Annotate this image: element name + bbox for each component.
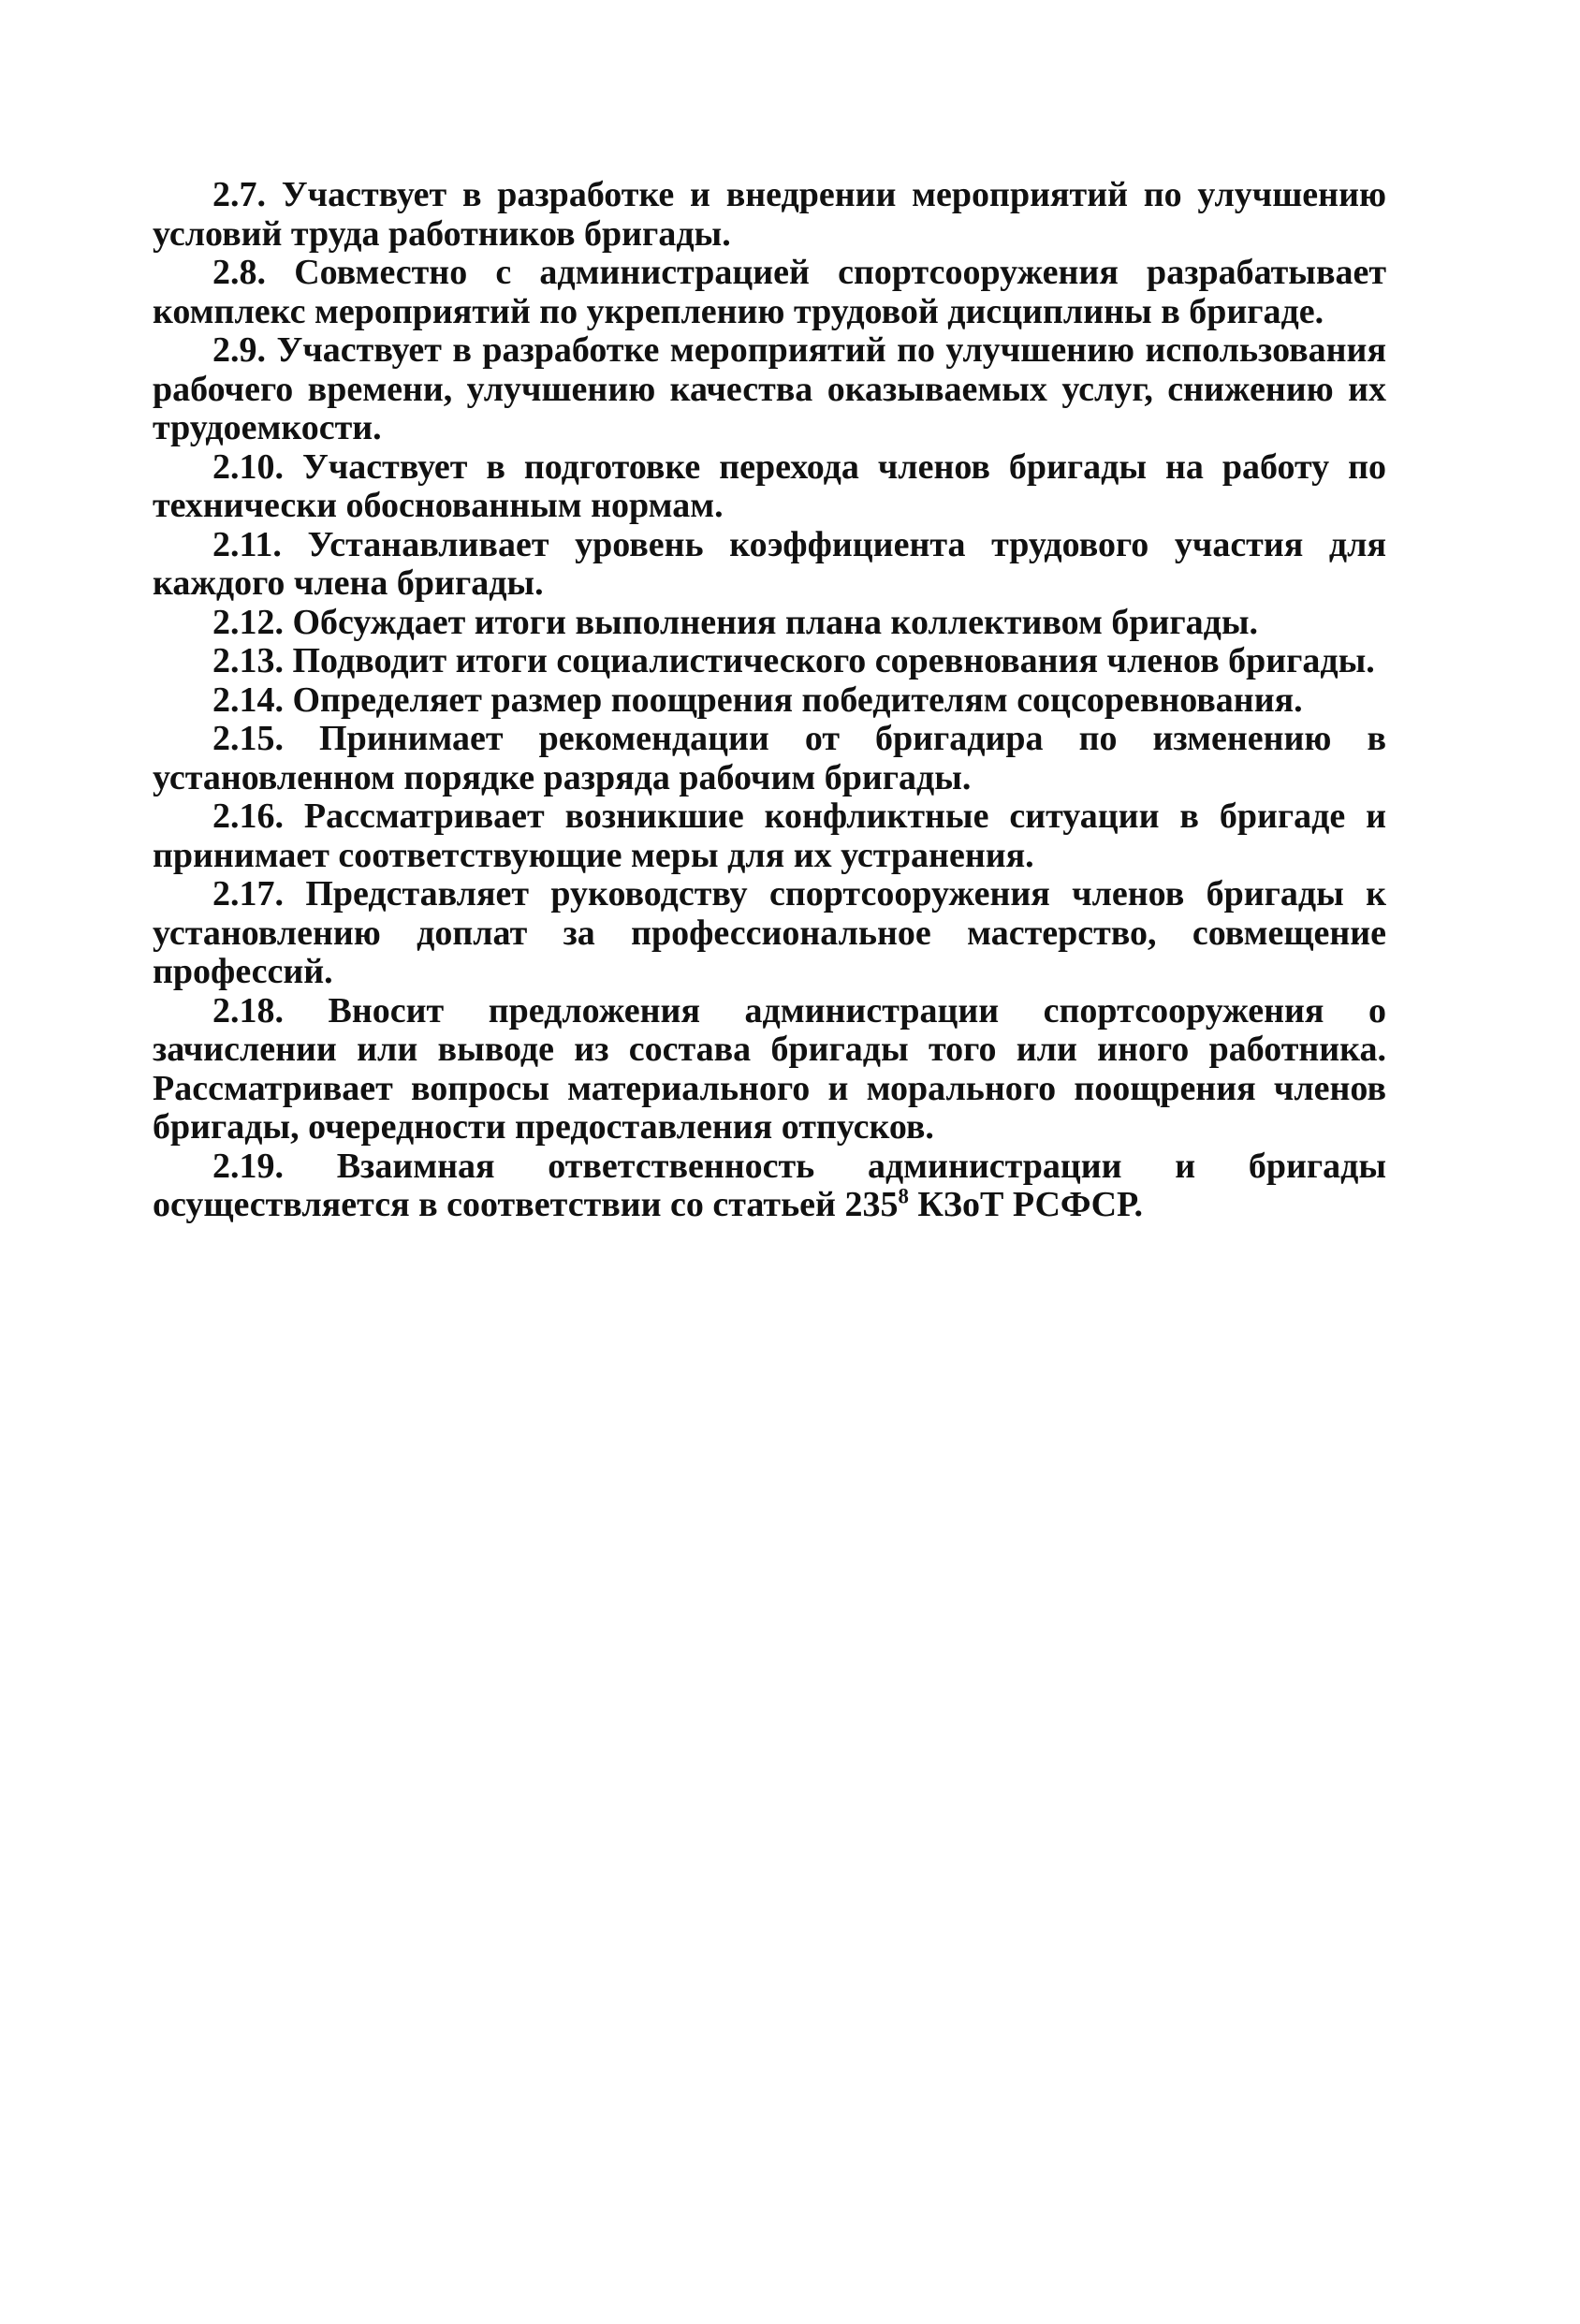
paragraph-number: 2.18. xyxy=(212,990,284,1030)
paragraph-text: Принимает рекомендации от бригадира по изменению в установленном порядке разряда рабочим бригады. xyxy=(153,719,1386,797)
paragraph-2-18 xyxy=(153,992,1386,1147)
paragraph-text: Представляет руководству спортсооружения членов бригады к установлению доплат за профессиональное мастерство, совмещение профессий. xyxy=(153,874,1387,991)
paragraph-2-17 xyxy=(153,875,1386,992)
paragraph-number: 2.16. xyxy=(212,797,284,836)
paragraph-2-15 xyxy=(153,720,1386,797)
paragraph-text: Участвует в подготовке перехода членов бригады на работу по технически обоснованным нормам. xyxy=(153,446,1387,525)
paragraph-2-7 xyxy=(153,176,1386,254)
paragraph-2-9 xyxy=(153,331,1386,448)
paragraph-2-13 xyxy=(153,642,1386,681)
paragraph-text: Определяет размер поощрения победителям соцсоревнования. xyxy=(292,680,1303,720)
paragraph-2-14 xyxy=(153,681,1386,721)
paragraph-text: Подводит итоги социалистического соревнования членов бригады. xyxy=(292,641,1375,680)
paragraph-text: Вносит предложения администрации спортсооружения о зачислении или выводе из состава бригады того или иного работника. Рассматривает вопросы материального и морального поощрения членов бригады, очередности предоставления отпусков. xyxy=(153,990,1386,1147)
paragraph-2-10 xyxy=(153,448,1386,526)
paragraph-text: Обсуждает итоги выполнения плана коллективом бригады. xyxy=(292,602,1259,642)
paragraph-text: Совместно с администрацией спортсооружения разрабатывает комплекс мероприятий по укреплению трудовой дисциплины в бригаде. xyxy=(153,253,1387,331)
paragraph-number: 2.17. xyxy=(212,874,284,914)
paragraph-2-11 xyxy=(153,526,1386,604)
paragraph-number: 2.7. xyxy=(212,175,266,214)
paragraph-number: 2.14. xyxy=(212,680,284,720)
paragraph-2-12 xyxy=(153,604,1386,643)
paragraph-number: 2.10. xyxy=(212,446,284,487)
paragraph-number: 2.11. xyxy=(212,524,282,564)
paragraph-number: 2.9. xyxy=(212,330,266,370)
paragraph-text-tail: КЗоТ РСФСР. xyxy=(908,1185,1143,1224)
paragraph-number: 2.12. xyxy=(212,602,284,642)
paragraph-number: 2.13. xyxy=(212,641,284,680)
paragraph-text: Устанавливает уровень коэффициента трудового участия для каждого члена бригады. xyxy=(153,524,1387,603)
paragraph-number: 2.15. xyxy=(212,719,284,758)
paragraph-2-16 xyxy=(153,797,1386,875)
superscript: 8 xyxy=(898,1184,909,1208)
paragraph-text: Участвует в разработке мероприятий по улучшению использования рабочего времени, улучшению качества оказываемых услуг, снижению их трудоемкости. xyxy=(153,330,1387,447)
paragraph-number: 2.8. xyxy=(212,253,266,292)
paragraph-text: Участвует в разработке и внедрении мероприятий по улучшению условий труда работников бригады. xyxy=(153,175,1387,254)
paragraph-2-19 xyxy=(153,1147,1386,1225)
body-text xyxy=(153,176,1386,1225)
paragraph-text: Взаимная ответственность администрации и бригады осуществляется в соответствии со статьей 235 xyxy=(153,1146,1387,1224)
paragraph-text: Рассматривает возникшие конфликтные ситуации в бригаде и принимает соответствующие меры для их устранения. xyxy=(153,797,1387,875)
paragraph-number: 2.19. xyxy=(212,1146,284,1186)
paragraph-2-8 xyxy=(153,254,1386,331)
